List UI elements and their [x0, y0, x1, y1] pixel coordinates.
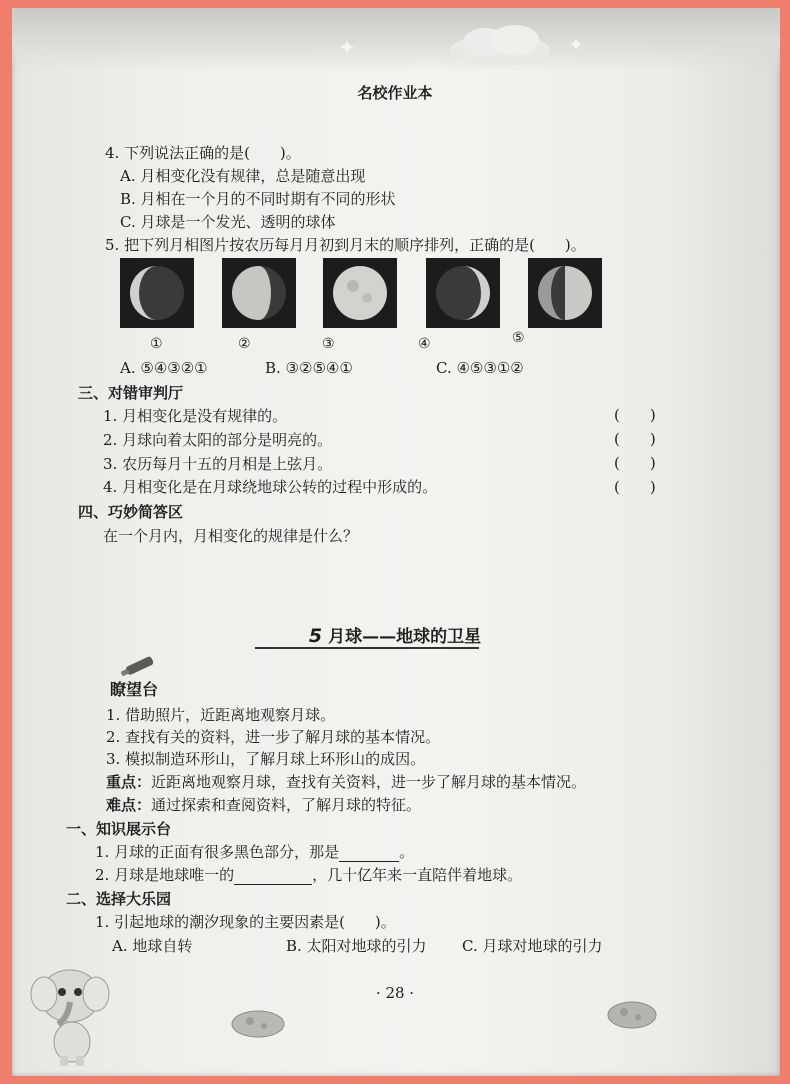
- lesson-number: 5: [308, 625, 323, 647]
- section3-title: 三、对错审判厅: [78, 384, 184, 402]
- telescope-icon: [118, 654, 158, 680]
- fill-q2-end: ，几十亿年来一直陪伴着地球。: [312, 866, 523, 884]
- key-point-text: 近距离地观察月球，查找有关资料，进一步了解月球的基本情况。: [151, 773, 587, 791]
- q4-option-b: B. 月相在一个月的不同时期有不同的形状: [120, 190, 396, 208]
- choice-q1-option-c: C. 月球对地球的引力: [462, 937, 603, 955]
- lesson-title: [0, 622, 790, 647]
- lesson-title-underline: [255, 647, 479, 649]
- key-point-label: 重点：: [106, 773, 152, 791]
- star-decoration: [340, 40, 354, 54]
- lesson-name: 月球——地球的卫星: [328, 627, 482, 647]
- tf-answer-1[interactable]: ( ): [614, 406, 656, 424]
- fill-q2-text: 2. 月球是地球唯一的: [95, 866, 235, 884]
- right-crescent-moon-image: [426, 258, 500, 328]
- preview-item-1: 1. 借助照片，近距离地观察月球。: [106, 706, 336, 724]
- choice-q1-option-a: A. 地球自转: [112, 937, 193, 955]
- rock-decoration: [604, 998, 660, 1032]
- cloud-decoration: [440, 20, 560, 70]
- choice-q1-option-b: B. 太阳对地球的引力: [286, 937, 427, 955]
- page-number: · 28 ·: [375, 984, 415, 1002]
- fill-q1-blank[interactable]: [339, 845, 399, 862]
- elephant-mascot-icon: [28, 958, 112, 1068]
- preview-item-2: 2. 查找有关的资料，进一步了解月球的基本情况。: [106, 728, 441, 746]
- waning-gibbous-moon-image: [222, 258, 296, 328]
- q4-option-c: C. 月球是一个发光、透明的球体: [120, 213, 336, 231]
- section2-title: 二、选择大乐园: [66, 890, 172, 908]
- tf-item-2: 2. 月球向着太阳的部分是明亮的。: [103, 431, 333, 449]
- moon-label-5: ⑤: [512, 330, 525, 346]
- difficult-point: [106, 795, 421, 815]
- fill-q2-blank[interactable]: [234, 868, 312, 885]
- q5-option-b: B. ③②⑤④①: [265, 359, 353, 377]
- q5-stem: 5. 把下列月相图片按农历每月月初到月末的顺序排列，正确的是( )。: [105, 236, 586, 254]
- first-quarter-moon-image: [528, 258, 602, 328]
- difficult-point-text: 通过探索和查阅资料，了解月球的特征。: [151, 796, 422, 814]
- full-moon-image: [323, 258, 397, 328]
- tf-answer-4[interactable]: ( ): [614, 478, 656, 496]
- book-title: 名校作业本: [357, 84, 433, 102]
- fill-q2: [95, 865, 522, 885]
- left-crescent-moon-image: [120, 258, 194, 328]
- preview-title: 瞭望台: [110, 680, 159, 699]
- tf-item-3: 3. 农历每月十五的月相是上弦月。: [103, 455, 333, 473]
- q4-stem: 4. 下列说法正确的是( )。: [105, 144, 301, 162]
- tf-answer-3[interactable]: ( ): [614, 454, 656, 472]
- fill-q1-text: 1. 月球的正面有很多黑色部分，那是: [95, 843, 340, 861]
- tf-item-1: 1. 月相变化是没有规律的。: [103, 407, 288, 425]
- moon-label-2: ②: [238, 336, 251, 352]
- section4-title: 四、巧妙简答区: [78, 503, 184, 521]
- rock-decoration: [228, 1008, 288, 1040]
- q4-option-a: A. 月相变化没有规律，总是随意出现: [120, 167, 366, 185]
- fill-q1: [95, 842, 414, 862]
- page-top-band: [12, 8, 780, 72]
- choice-q1-stem: 1. 引起地球的潮汐现象的主要因素是( )。: [95, 913, 396, 931]
- preview-item-3: 3. 模拟制造环形山，了解月球上环形山的成因。: [106, 750, 426, 768]
- moon-label-4: ④: [418, 336, 431, 352]
- star-decoration: [570, 38, 582, 50]
- moon-label-1: ①: [150, 336, 163, 352]
- difficult-point-label: 难点：: [106, 796, 152, 814]
- fill-q1-end: 。: [399, 843, 415, 861]
- tf-item-4: 4. 月相变化是在月球绕地球公转的过程中形成的。: [103, 478, 438, 496]
- tf-answer-2[interactable]: ( ): [614, 430, 656, 448]
- q5-option-a: A. ⑤④③②①: [120, 359, 208, 377]
- moon-label-3: ③: [322, 336, 335, 352]
- key-point: [106, 772, 586, 792]
- section4-question: 在一个月内，月相变化的规律是什么？: [103, 527, 359, 545]
- section1-title: 一、知识展示台: [66, 820, 172, 838]
- q5-option-c: C. ④⑤③①②: [436, 359, 524, 377]
